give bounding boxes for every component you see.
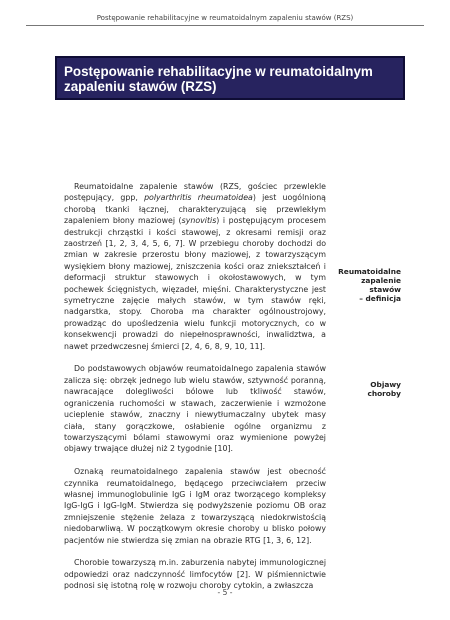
margin-note-definition [321, 267, 401, 303]
paragraph-text: ) i postępującym procesem destrukcji chrząstki i kości stawowej, z okresami remisji oraz zaostrzeń [1, 2, 3, 4, 5, 6, 7]. W przebiegu choroby dochodzi do zmian w zakresie przerostu błony maziowej, z towarzyszącym wysiękiem błony maziowej, zniszczenia kości oraz zniekształceń i deformacji struktur stawowych i okołostawowych, w tym pochewek ścięgnistych, więzadeł, mięśni. Charakterystyczne jest symetryczne zajęcie małych stawów, w tym stawów ręki, nadgarstka, stopy. Choroba ma charakter ogólnoustrojowy, prowadząc do upośledzenia wielu funkcji motorycznych, co w konsekwencji prowadzi do niepełnosprawności, inwalidztwa, a nawet przedwczesnej śmierci [2, 4, 6, 8, 9, 10, 11]. [64, 216, 326, 351]
margin-note-line: Objawy [370, 380, 401, 389]
page-number: - 5 - [217, 588, 233, 597]
running-header: Postępowanie rehabilitacyjne w reumatoidalnym zapaleniu stawów (RZS) [26, 14, 424, 26]
margin-note-line: Reumatoidalne [338, 267, 401, 276]
margin-note-symptoms [321, 380, 401, 398]
paragraph-rheumatoid-factor: Oznaką reumatoidalnego zapalenia stawów jest obecność czynnika reumatoidalnego, będącego przeciwciałem przeciw własnej immunoglobulinie IgG i IgM oraz tworzącego kompleksy IgG-IgG i IgG-IgM. Stwierdza się podwyższenie poziomu OB oraz zmniejszenie stężenie żelaza z towarzyszącą niedokrwistością niedobarwliwą. W początkowym okresie choroby u blisko połowy pacjentów nie stwierdza się zmian na obrazie RTG [1, 3, 6, 12]. [64, 467, 326, 545]
chapter-title [64, 64, 395, 94]
margin-note-line: stawów [369, 285, 401, 294]
paragraph-text: Reumatoidalne zapalenie stawów (RZS, gościec przewlekle postępujący, gpp, [64, 182, 326, 203]
margin-note-line: zapalenie [361, 276, 401, 285]
latin-term: polyarthritis rheumatoidea [144, 193, 253, 203]
paragraph-immunology: Chorobie towarzyszą m.in. zaburzenia nabytej immunologicznej odpowiedzi oraz nadczynność limfocytów [2]. W piśmiennictwie podnosi się istotną rolę w rozwoju choroby cytokin, a zwłaszcza [64, 558, 326, 591]
margin-note-line: choroby [367, 389, 401, 398]
paragraph-text: ) jest uogólnioną chorobą tkanki łącznej, charakteryzującą się przewlekłym zapaleniem błony maziowej ( [64, 193, 326, 226]
chapter-title-line-1: Postępowanie rehabilitacyjne w reumatoidalnym [64, 64, 373, 79]
chapter-title-banner [55, 56, 405, 100]
margin-note-line: – definicja [359, 294, 401, 303]
paragraph-definition [64, 181, 326, 352]
chapter-title-line-2: zapaleniu stawów (RZS) [64, 79, 217, 94]
body-text [64, 181, 326, 592]
paragraph-symptoms: Do podstawowych objawów reumatoidalnego zapalenia stawów zalicza się: obrzęk jednego lub wielu stawów, sztywność poranną, nawracające dolegliwości bólowe lub tkliwość stawów, ograniczenia ruchomości w stawach, zaczerwienie i wzmożone ucieplenie stawów, znaczny i niewytłumaczalny ubytek masy ciała, stany gorączkowe, osłabienie ogólne organizmu z towarzyszącymi bólami stawowymi oraz wymienione powyżej objawy trwające dłużej niż 2 tygodnie [10]. [64, 364, 326, 454]
latin-term: synovitis [181, 216, 217, 226]
